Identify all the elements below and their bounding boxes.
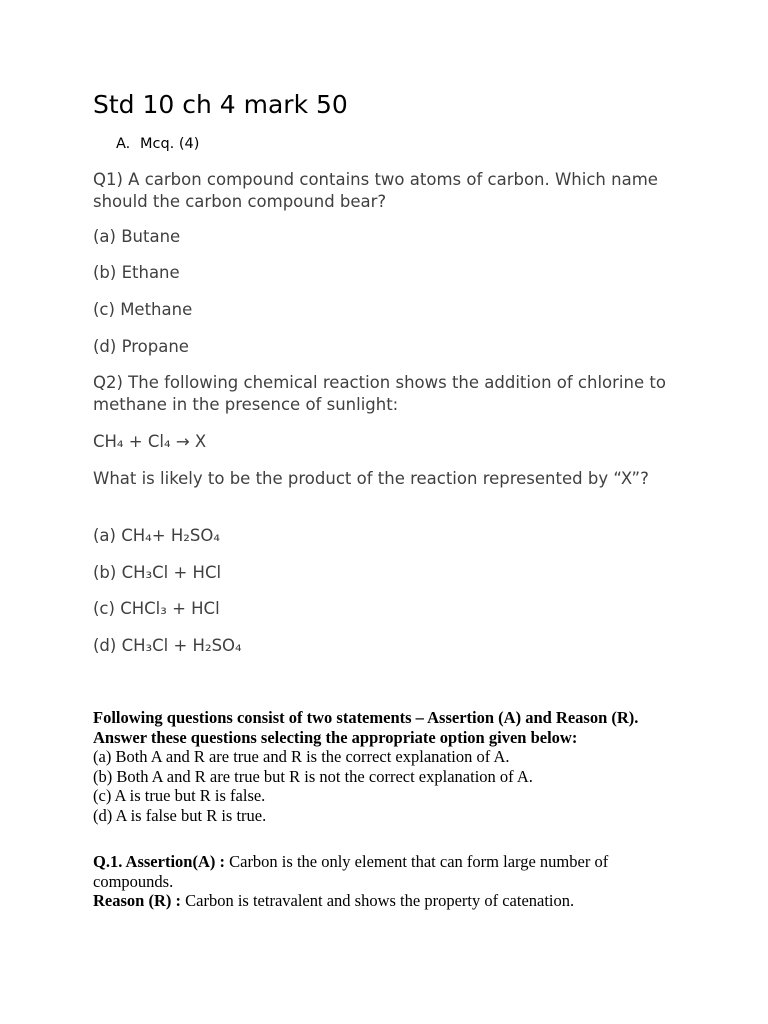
assertion-option-a: (a) Both A and R are true and R is the correct explanation of A.	[93, 747, 510, 766]
q2-option-c: (c) CHCl₃ + HCl	[93, 599, 220, 618]
assertion-option-d: (d) A is false but R is true.	[93, 805, 267, 825]
q1-option-b: (b) Ethane	[93, 263, 180, 282]
page-title: Std 10 ch 4 mark 50	[93, 90, 348, 119]
q1-option-d: (d) Propane	[93, 337, 189, 356]
section-marker: A.	[116, 136, 131, 152]
section-label: Mcq. (4)	[140, 136, 200, 152]
assertion-question-1	[93, 852, 668, 911]
q1-option-c: (c) Methane	[93, 300, 193, 319]
aq1-assertion	[93, 852, 668, 891]
assertion-option-b: (b) Both A and R are true but R is not the correct explanation of A.	[93, 766, 533, 786]
q2-equation: CH₄ + Cl₄ → X	[93, 432, 207, 451]
aq1-reason-text: Carbon is tetravalent and shows the property of catenation.	[181, 891, 575, 910]
q1-text: Q1) A carbon compound contains two atoms of carbon. Which name should the carbon compound bear?	[93, 170, 658, 211]
aq1-reason	[93, 891, 668, 911]
aq1-reason-label: Reason (R) :	[93, 891, 181, 910]
q2-option-a: (a) CH₄+ H₂SO₄	[93, 526, 220, 545]
q2-option-d: (d) CH₃Cl + H₂SO₄	[93, 636, 242, 655]
section-heading	[116, 136, 199, 152]
q2-option-b: (b) CH₃Cl + HCl	[93, 563, 222, 582]
q2-text: Q2) The following chemical reaction shows the addition of chlorine to methane in the presence of sunlight:	[93, 373, 666, 414]
assertion-option-c: (c) A is true but R is false.	[93, 786, 266, 805]
q1-option-a: (a) Butane	[93, 227, 181, 246]
q2-followup: What is likely to be the product of the reaction represented by “X”?	[93, 469, 649, 488]
aq1-assertion-label: Q.1. Assertion(A) :	[93, 852, 225, 871]
assertion-instructions	[93, 708, 668, 825]
assertion-heading: Following questions consist of two statements – Assertion (A) and Reason (R). Answer these questions selecting the appropriate option given below:	[93, 708, 639, 747]
aq1-assertion-text: Carbon is the only element that can form large number of compounds.	[93, 852, 609, 891]
